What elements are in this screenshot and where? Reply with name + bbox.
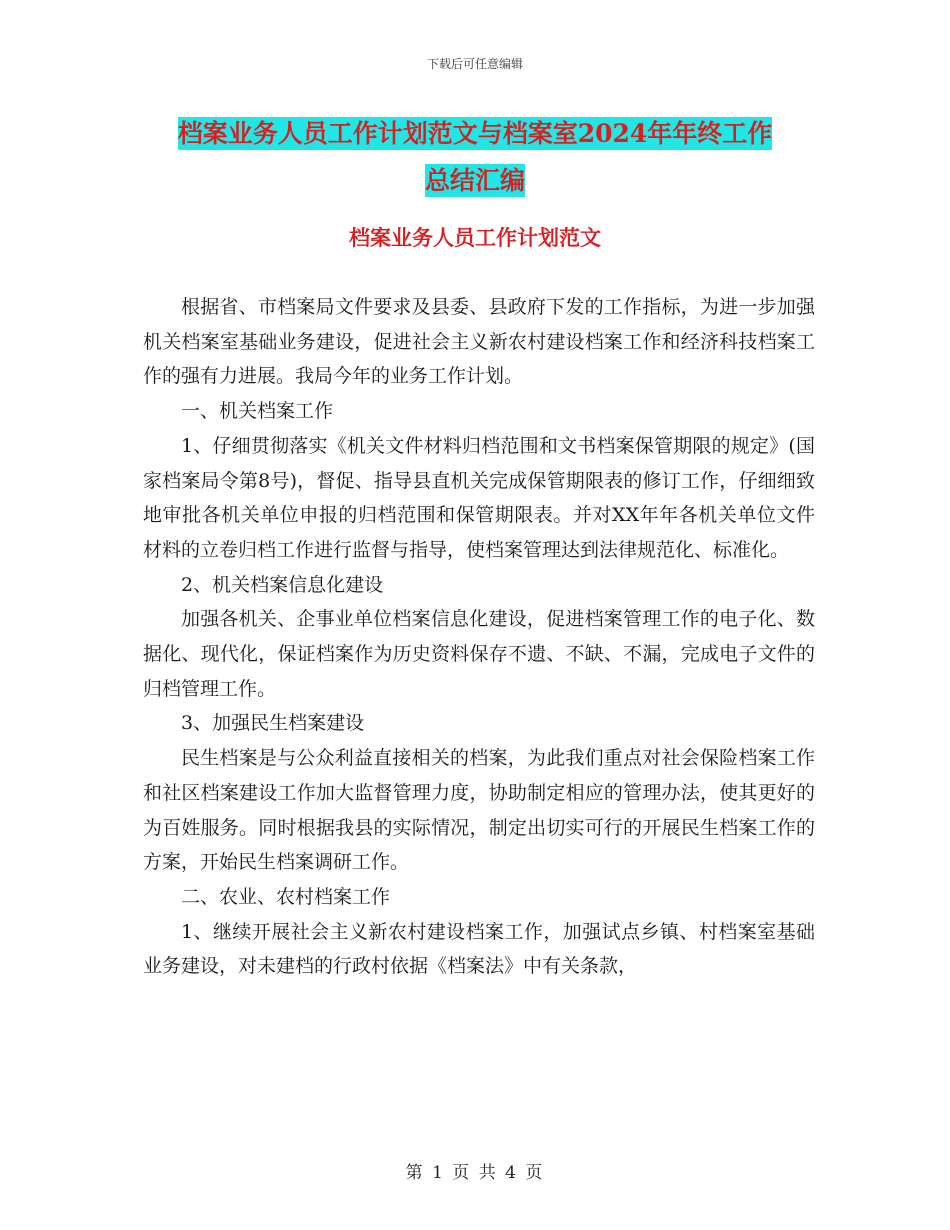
paragraph: 一、机关档案工作	[181, 400, 334, 423]
paragraph: 2、机关档案信息化建设	[181, 573, 384, 596]
header-note: 下载后可任意编辑	[426, 57, 523, 71]
document-title-line-2: 总结汇编	[424, 166, 525, 195]
page-footer: 第 1 页 共 4 页	[405, 1163, 545, 1183]
document-title-line-1: 档案业务人员工作计划范文与档案室2024年年终工作	[177, 119, 773, 148]
paragraph: 1、仔细贯彻落实《机关文件材料归档范围和文书档案保管期限的规定》(国家档案局令第8号)，督促、指导县直机关完成保管期限表的修订工作，仔细细致地审批各机关单位申报的归档范围和保管期限表。并对XX年年各机关单位文件材料的立卷归档工作进行监督与指导，使档案管理达到法律规范化、标准化。	[143, 434, 815, 561]
paragraph: 根据省、市档案局文件要求及县委、县政府下发的工作指标，为进一步加强机关档案室基础业务建设，促进社会主义新农村建设档案工作和经济科技档案工作的强有力进展。我局今年的业务工作计划。	[143, 296, 815, 388]
paragraph: 民生档案是与公众利益直接相关的档案，为此我们重点对社会保险档案工作和社区档案建设工作加大监督管理力度，协助制定相应的管理办法，使其更好的为百姓服务。同时根据我县的实际情况，制定出切实可行的开展民生档案工作的方案，开始民生档案调研工作。	[143, 747, 815, 874]
paragraph: 1、继续开展社会主义新农村建设档案工作，加强试点乡镇、村档案室基础业务建设，对未建档的行政村依据《档案法》中有关条款，	[143, 920, 815, 978]
section-title: 档案业务人员工作计划范文	[349, 225, 601, 250]
paragraph: 二、农业、农村档案工作	[181, 885, 391, 908]
body-text	[143, 290, 815, 984]
document-title	[140, 110, 810, 204]
paragraph: 3、加强民生档案建设	[181, 712, 365, 735]
paragraph: 加强各机关、企事业单位档案信息化建设，促进档案管理工作的电子化、数据化、现代化，保证档案作为历史资料保存不遗、不缺、不漏，完成电子文件的归档管理工作。	[143, 608, 815, 700]
